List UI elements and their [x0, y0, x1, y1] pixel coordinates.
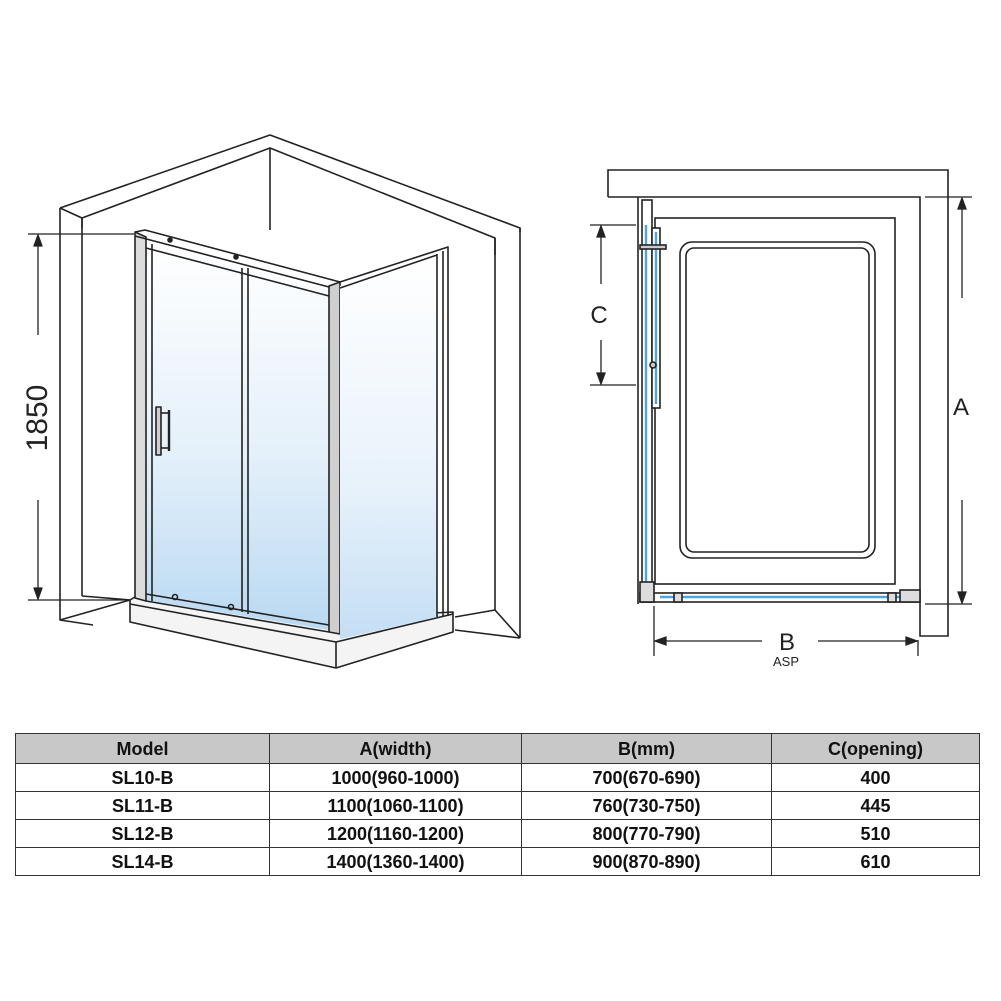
table-row [16, 848, 980, 876]
plan-glass [640, 200, 920, 602]
cell-model: SL14-B [16, 848, 270, 876]
plan-tray [655, 218, 895, 584]
cell-model: SL11-B [16, 792, 270, 820]
side-panel [340, 247, 448, 639]
cell-b-mm: 900(870-890) [522, 848, 772, 876]
table-header-row [16, 734, 980, 764]
table-row [16, 792, 980, 820]
spec-table [15, 733, 980, 876]
asp-label: ASP [772, 654, 800, 669]
plan-view [590, 170, 972, 656]
table-row [16, 820, 980, 848]
dim-c-label: C [590, 302, 608, 329]
cell-c-opening: 610 [772, 848, 980, 876]
front-enclosure [135, 230, 340, 634]
cell-a-width: 1200(1160-1200) [270, 820, 522, 848]
header-c-opening: C(opening) [772, 734, 980, 764]
cell-model: SL10-B [16, 764, 270, 792]
cell-c-opening: 445 [772, 792, 980, 820]
table-row [16, 764, 980, 792]
cell-c-opening: 400 [772, 764, 980, 792]
cell-a-width: 1100(1060-1100) [270, 792, 522, 820]
dim-b-label: B [778, 629, 796, 656]
header-b-mm: B(mm) [522, 734, 772, 764]
header-a-width: A(width) [270, 734, 522, 764]
cell-b-mm: 760(730-750) [522, 792, 772, 820]
cell-a-width: 1400(1360-1400) [270, 848, 522, 876]
cell-b-mm: 700(670-690) [522, 764, 772, 792]
header-model: Model [16, 734, 270, 764]
cell-model: SL12-B [16, 820, 270, 848]
cell-c-opening: 510 [772, 820, 980, 848]
dim-a-label: A [952, 394, 970, 421]
perspective-view [28, 135, 520, 668]
height-label: 1850 [21, 384, 54, 452]
cell-a-width: 1000(960-1000) [270, 764, 522, 792]
cell-b-mm: 800(770-790) [522, 820, 772, 848]
